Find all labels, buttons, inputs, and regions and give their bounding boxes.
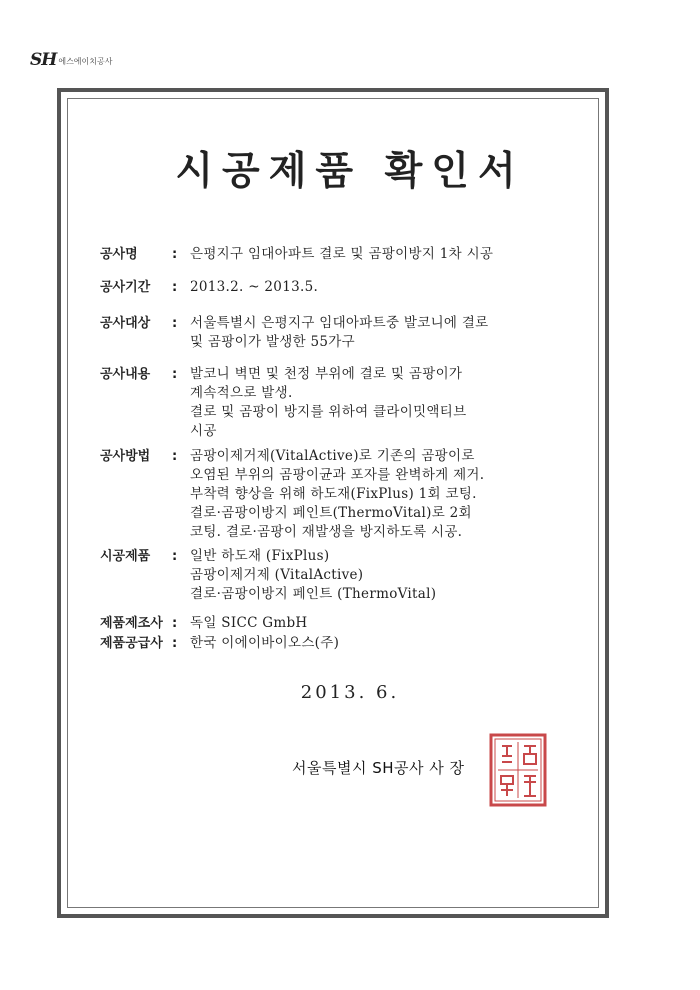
value-line: 서울특별시 은평지구 임대아파트중 발코니에 결로 <box>190 315 489 331</box>
company-logo <box>30 52 112 68</box>
value-line: 코팅. 결로·곰팡이 재발생을 방지하도록 시공. <box>190 524 463 540</box>
field-colon: : <box>172 549 178 564</box>
value-line: 오염된 부위의 곰팡이균과 포자를 완벽하게 제거. <box>190 467 485 483</box>
logo-text: 에스에이치공사 <box>58 57 113 66</box>
field-colon: : <box>172 316 178 331</box>
field-colon: : <box>172 616 178 631</box>
field-value <box>190 614 620 633</box>
value-line: 곰팡이제거제 (VitalActive) <box>190 567 364 583</box>
value-line: 일반 하도재 (FixPlus) <box>190 548 330 564</box>
field-value <box>190 314 620 352</box>
field-value <box>190 447 620 542</box>
value-line: 2013.2. ~ 2013.5. <box>190 279 319 295</box>
field-label: 제품공급사 <box>100 636 163 651</box>
value-line: 및 곰팡이가 발생한 55가구 <box>190 334 355 350</box>
logo-mark: SH <box>30 50 57 70</box>
value-line: 한국 이에이바이오스(주) <box>190 635 340 651</box>
field-colon: : <box>172 449 178 464</box>
field-label: 공사내용 <box>100 367 151 382</box>
issuer-name: 서울특별시 SH공사 사 장 <box>292 759 465 777</box>
document-title: 시공제품 확인서 <box>175 149 525 194</box>
field-label: 공사명 <box>100 247 138 262</box>
official-seal-stamp <box>488 732 548 808</box>
field-label: 제품제조사 <box>100 616 163 631</box>
field-value <box>190 634 620 653</box>
field-colon: : <box>172 280 178 295</box>
field-value <box>190 365 620 441</box>
issue-date: 2013. 6. <box>300 682 400 703</box>
value-line: 결로 및 곰팡이 방지를 위하여 클라이밋액티브 <box>190 404 467 420</box>
value-line: 부착력 향상을 위해 하도재(FixPlus) 1회 코팅. <box>190 486 477 502</box>
field-value <box>190 245 620 264</box>
field-label: 공사대상 <box>100 316 151 331</box>
value-line: 시공 <box>190 423 217 439</box>
value-line: 곰팡이제거제(VitalActive)로 기존의 곰팡이로 <box>190 448 475 464</box>
field-value <box>190 547 620 604</box>
value-line: 발코니 벽면 및 천정 부위에 결로 및 곰팡이가 <box>190 366 463 382</box>
field-label: 공사방법 <box>100 449 151 464</box>
value-line: 결로·곰팡이방지 페인트(ThermoVital)로 2회 <box>190 505 472 521</box>
value-line: 독일 SICC GmbH <box>190 615 308 631</box>
field-colon: : <box>172 247 178 262</box>
value-line: 은평지구 임대아파트 결로 및 곰팡이방지 1차 시공 <box>190 246 494 262</box>
value-line: 결로·곰팡이방지 페인트 (ThermoVital) <box>190 586 437 602</box>
field-colon: : <box>172 367 178 382</box>
field-colon: : <box>172 636 178 651</box>
field-value <box>190 278 620 297</box>
field-label: 시공제품 <box>100 549 151 564</box>
value-line: 계속적으로 발생. <box>190 385 293 401</box>
field-label: 공사기간 <box>100 280 151 295</box>
